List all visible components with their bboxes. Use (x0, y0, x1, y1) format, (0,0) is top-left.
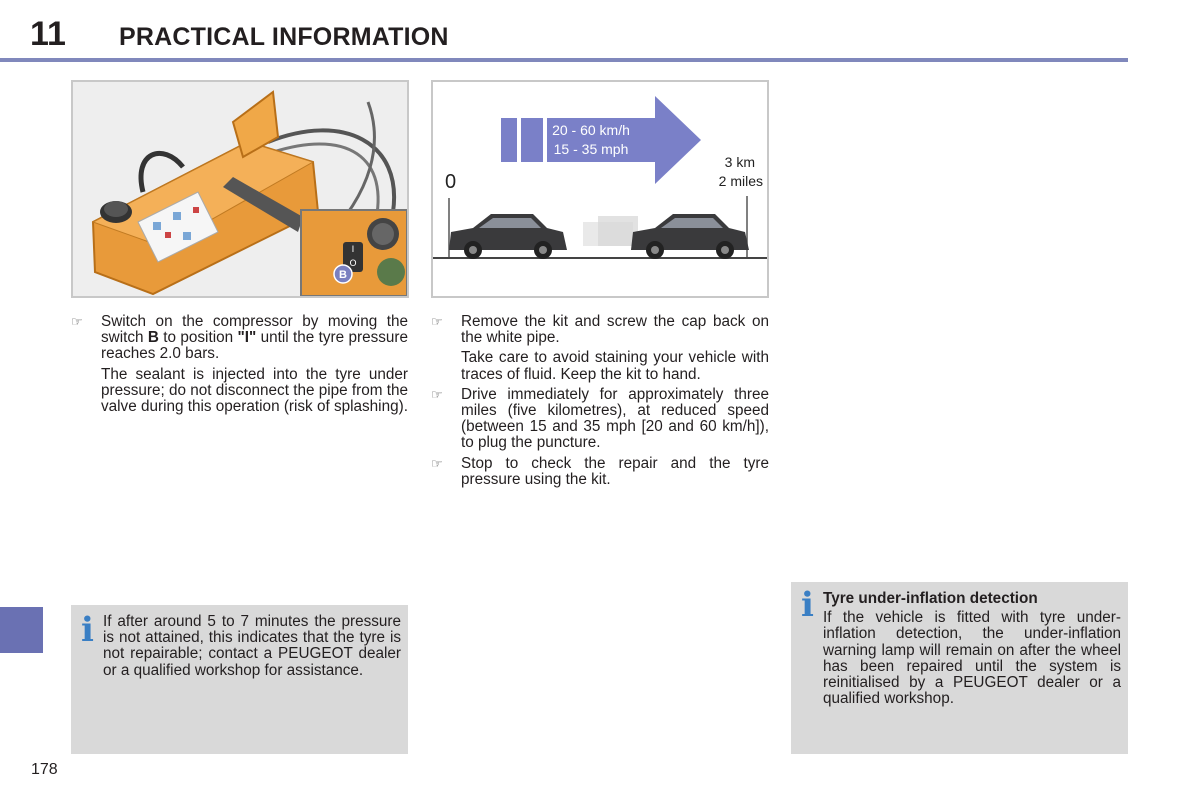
left-column-instructions (71, 314, 408, 419)
info-icon: i (81, 610, 94, 650)
info-text: If the vehicle is fitted with tyre under-inflation detection, the under-inflation warning lamp will remain on after the wheel has been repaired until the system is reinitialised by a PEUGEOT dealer or a qualified workshop. (823, 609, 1121, 708)
info-content (823, 591, 1121, 707)
info-icon: i (801, 585, 814, 625)
instruction-step (71, 314, 408, 363)
step-text: Stop to check the repair and the tyre pressure using the kit. (461, 454, 769, 488)
svg-text:I: I (351, 245, 355, 255)
step-text: Remove the kit and screw the cap back on the white pipe. (461, 313, 769, 347)
chapter-side-tab (0, 607, 43, 653)
distance-km-label: 3 km (724, 154, 755, 170)
callout-b-label: B (339, 269, 347, 281)
switch-position-ref: "I" (237, 329, 257, 347)
compressor-kit-illustration (71, 80, 409, 298)
instruction-note: The sealant is injected into the tyre under pressure; do not disconnect the pipe from the valve during this operation (risk of splashing). (101, 365, 408, 416)
info-text: If after around 5 to 7 minutes the pressure is not attained, this indicates that the tyre is not repairable; contact a PEUGEOT dealer or a qualified workshop for assistance. (103, 613, 401, 679)
step-text: Switch on the compressor by moving the switch (101, 313, 408, 347)
middle-column-instructions (431, 314, 769, 492)
instruction-step (431, 314, 769, 346)
chapter-title: PRACTICAL INFORMATION (119, 23, 449, 51)
instruction-step (431, 456, 769, 488)
drive-speed-illustration (431, 80, 769, 298)
pointing-hand-icon: ☞ (71, 314, 83, 329)
step-text: to position (158, 329, 238, 347)
pointing-hand-icon: ☞ (431, 314, 443, 329)
speed-mph-label: 15 - 35 mph (553, 141, 629, 157)
distance-miles-label: 2 miles (718, 173, 763, 189)
switch-b-ref: B (147, 329, 159, 347)
start-distance-label: 0 (445, 171, 457, 193)
speed-kmh-label: 20 - 60 km/h (552, 122, 630, 138)
step-text: Drive immediately for approximately three miles (five kilometres), at reduced speed (between 15 and 35 mph [20 and 60 km/h]), to plug the puncture. (461, 385, 769, 452)
info-box-repair-failure (71, 605, 408, 754)
svg-text:O: O (349, 259, 357, 269)
pointing-hand-icon: ☞ (431, 455, 443, 471)
info-title: Tyre under-inflation detection (823, 590, 1038, 607)
chapter-number: 11 (30, 15, 66, 53)
instruction-step (431, 387, 769, 452)
step-text: until the tyre pressure reaches 2.0 bars. (101, 329, 409, 363)
page-number: 178 (31, 761, 58, 778)
header-rule (0, 58, 1128, 62)
pointing-hand-icon: ☞ (431, 386, 443, 402)
info-box-tyre-detection (791, 582, 1128, 754)
instruction-note: Take care to avoid staining your vehicle with traces of fluid. Keep the kit to hand. (461, 349, 769, 383)
